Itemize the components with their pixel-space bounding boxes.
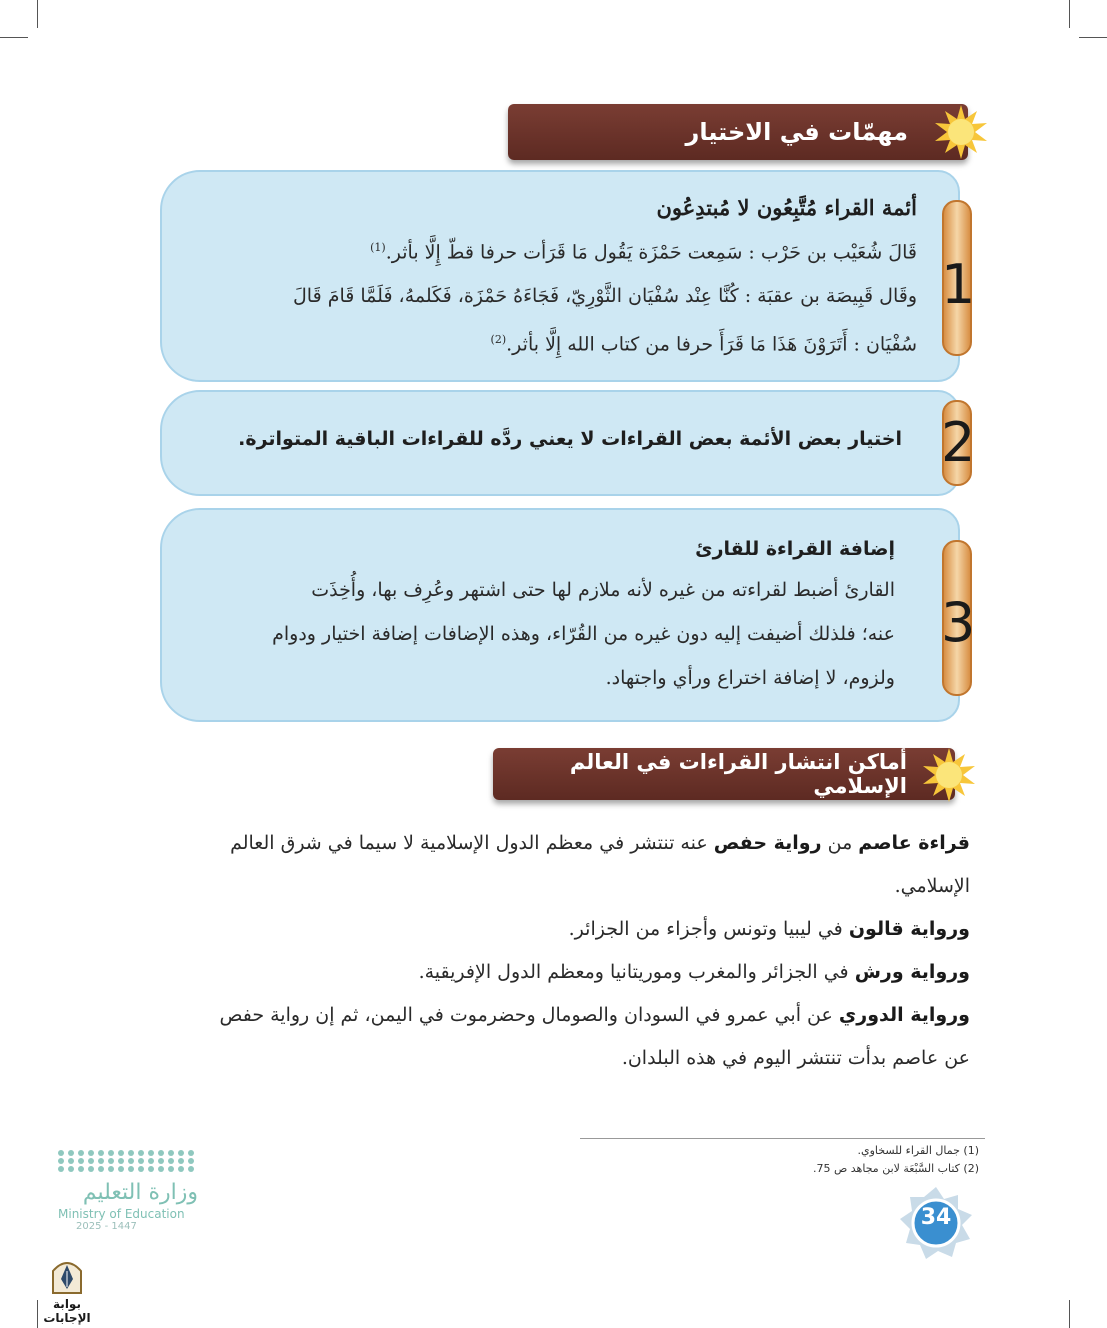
portal-logo[interactable] [28,1255,106,1325]
card-line-text: قَالَ شُعَيْب بن حَرْب : سَمِعت حَمْزَة يَقُول مَا قَرَأت حرفا قطّ إِلَّا بأثر. [385,241,917,264]
crop-mark [1069,0,1070,28]
card-title: إضافة القراءة للقارئ [695,538,895,560]
paragraph-text: من [821,832,859,854]
ministry-english: Ministry of Education [58,1207,185,1221]
card-number: 3 [941,591,976,654]
page-number: 34 [920,1205,952,1230]
pen-nib-icon [47,1255,87,1295]
card-line-text: سُفْيَان : أَتَرَوْنَ هَذَا مَا قَرَأَ حرفا من كتاب الله إِلَّا بأثر. [506,333,917,356]
sun-icon [920,746,978,804]
section-header-spread [493,748,955,800]
crop-mark [1069,1300,1070,1328]
footnote-2: (2) كتاب السَّبْعَة لابن مجاهد ص 75. [812,1162,979,1175]
footnote-divider [580,1138,985,1139]
body-paragraphs [210,822,970,1080]
crop-mark [0,37,28,38]
card-line [217,318,917,366]
card-number: 2 [941,411,976,474]
card-line [217,226,917,274]
paragraph-text: عن أبي عمرو في السودان والصومال وحضرموت في اليمن، ثم إن رواية حفص [219,1004,839,1026]
section-title: مهمّات في الاختيار [685,118,908,146]
card-line: وقَال قَبِيصَة بن عقبَة : كُنَّا عِنْد سُفْيَان الثَّوْرِيّ، فَجَاءَهُ حَمْزَة، فَكَلمهُ، فَلَمَّا قَامَ قَالَ [292,285,917,308]
bold-term: ورواية ورش [854,961,970,983]
card3-content [215,530,895,700]
bold-term: ورواية الدوري [838,1004,970,1026]
section-title: أماكن انتشار القراءات في العالم الإسلامي [569,750,907,798]
crop-mark [1079,37,1107,38]
footnote-ref: (1) [370,241,386,254]
card1-content [217,190,917,367]
paragraph-continuation: الإسلامي. [894,875,970,897]
bold-term: ورواية قالون [848,918,970,940]
bold-term: رواية حفص [713,832,822,854]
footnote-ref: (2) [490,333,507,347]
sun-icon [932,103,990,161]
paragraph-qalun [210,908,970,951]
paragraph-continuation: عن عاصم بدأت تنتشر اليوم في هذه البلدان. [621,1047,970,1069]
paragraph-text: في الجزائر والمغرب وموريتانيا ومعظم الدول الإفريقية. [418,961,855,983]
card-text: اختيار بعض الأئمة بعض القراءات لا يعني ردَّه للقراءات الباقية المتواترة. [238,428,902,450]
ministry-logo [58,1150,198,1232]
logo-dots-icon [58,1150,198,1172]
card-line: القارئ أضبط لقراءته من غيره لأنه ملازم لها حتى اشتهر وعُرِف بها، وأُخِذَت [311,579,895,601]
paragraph-duri [210,994,970,1037]
paragraph-warsh [210,951,970,994]
card-line: عنه؛ فلذلك أضيفت إليه دون غيره من القُرّاء، وهذه الإضافات إضافة اختيار ودوام [272,623,895,645]
paragraph-text: في ليبيا وتونس وأجزاء من الجزائر. [568,918,849,940]
bold-term: قراءة عاصم [858,832,970,854]
ministry-arabic: وزارة التعليم [82,1180,198,1205]
crop-mark [37,0,38,28]
ministry-year: 2025 - 1447 [76,1221,137,1232]
section-header-choice [508,104,968,160]
footnote-1: (1) جمال القراء للسخاوي. [857,1144,979,1157]
card-title: أئمة القراء مُتَّبِعُون لا مُبتدِعُون [656,195,917,220]
card2-content [222,428,902,450]
card-line: ولزوم، لا إضافة اختراع ورأي واجتهاد. [605,667,895,689]
paragraph-text: عنه تنتشر في معظم الدول الإسلامية لا سيما في شرق العالم [230,832,714,854]
paragraph-asim [210,822,970,865]
portal-label: بوابة الإجابات [43,1297,91,1325]
card-number: 1 [941,253,976,316]
